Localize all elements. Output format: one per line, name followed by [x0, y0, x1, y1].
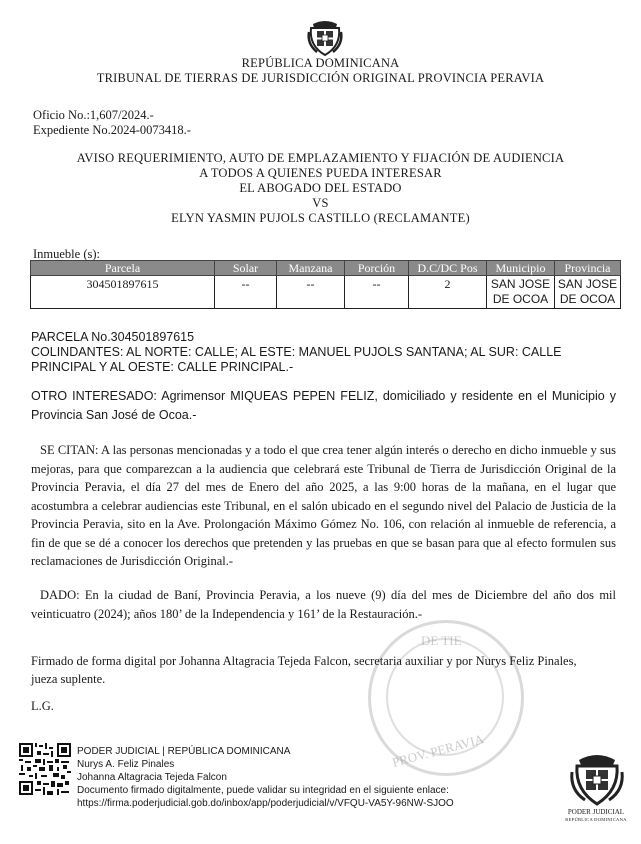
coat-of-arms-icon	[305, 18, 345, 58]
dado-paragraph: DADO: En la ciudad de Baní, Provincia Peravia, a los nueve (9) día del mes de Diciembre del año dos mil veinticuatro (2024); años 180’ de la Independencia y 161’ de la Restauración.-	[31, 588, 616, 621]
initials: L.G.	[31, 699, 54, 713]
validation-link[interactable]: https://firma.poderjudicial.gob.do/inbox/app/poderjudicial/v/VFQU-VA5Y-96NW-SJOO	[77, 798, 454, 809]
cell-parcela: 304501897615	[31, 276, 215, 309]
poder-judicial-subtitle: REPÚBLICA DOMINICANA	[565, 817, 627, 822]
cell-solar: --	[215, 276, 277, 309]
cell-municipio: SAN JOSE DE OCOA	[487, 276, 555, 309]
title-line-4: VS	[312, 196, 329, 210]
otro-interesado-paragraph: OTRO INTERESADO: Agrimensor MIQUEAS PEPEN FELIZ, domiciliado y residente en el Municipio y Provincia San José de Ocoa.-	[31, 389, 616, 422]
inmueble-table	[30, 260, 621, 309]
title-line-1: AVISO REQUERIMIENTO, AUTO DE EMPLAZAMIENTO Y FIJACIÓN DE AUDIENCIA	[76, 151, 565, 165]
poder-judicial-name: PODER JUDICIAL	[567, 808, 625, 816]
seal-top-text: DE TIE	[421, 633, 462, 648]
header-tribunal: TRIBUNAL DE TIERRAS DE JURISDICCIÓN ORIGINAL PROVINCIA PERAVIA	[96, 71, 545, 85]
column-header: Municipio	[487, 261, 555, 276]
parcela-number: PARCELA No.304501897615	[31, 330, 195, 344]
cell-dc: 2	[409, 276, 487, 309]
signature-line-3: Johanna Altagracia Tejeda Falcon	[77, 772, 227, 783]
column-header: Manzana	[277, 261, 345, 276]
se-citan-paragraph: SE CITAN: A las personas mencionadas y a todo el que crea tener algún interés o derecho en dicho inmueble y sus mejoras, para que comparezcan a la audiencia que celebrará este Tribunal de Tierra de Jurisdicción Original de la Provincia Peravia, el día 27 del mes de Enero del año 2025, a las 9:00 horas de la mañana, en el lugar que acostumbra a celebrar audiencias este Tribunal, en el salón ubicado en el segundo nivel del Palacio de Justicia de la Provincia Peravia, sito en la Ave. Prolongación Máximo Gómez No. 106, con relación al inmueble de referencia, a fin de que se dé a conocer los derechos que pretenden y las pruebas en que se basan para que al efecto formulen sus reclamaciones de Jurisdicción Original.-	[31, 443, 616, 568]
title-line-3: EL ABOGADO DEL ESTADO	[239, 181, 402, 195]
table-header-row	[31, 261, 621, 276]
signature-line-1: PODER JUDICIAL | REPÚBLICA DOMINICANA	[77, 746, 291, 757]
cell-manzana: --	[277, 276, 345, 309]
title-line-5: ELYN YASMIN PUJOLS CASTILLO (RECLAMANTE)	[171, 211, 470, 225]
cell-porcion: --	[345, 276, 409, 309]
title-line-2: A TODOS A QUIENES PUEDA INTERESAR	[199, 166, 442, 180]
digital-signature-block	[77, 745, 454, 810]
cell-provincia: SAN JOSE DE OCOA	[555, 276, 621, 309]
signature-line-2: Nurys A. Feliz Pinales	[77, 759, 175, 770]
table-row	[31, 276, 621, 309]
column-header: Provincia	[555, 261, 621, 276]
column-header: Parcela	[31, 261, 215, 276]
column-header: D.C/DC Pos	[409, 261, 487, 276]
seal-bottom-text: PROV. PERAVIA	[390, 731, 486, 770]
firmado-paragraph: Firmado de forma digital por Johanna Altagracia Tejeda Falcon, secretaria auxiliar y por Nurys Feliz Pinales, jueza suplente.	[31, 654, 577, 686]
column-header: Solar	[215, 261, 277, 276]
poder-judicial-logo-icon	[567, 752, 627, 807]
header-country: REPÚBLICA DOMINICANA	[241, 56, 400, 70]
inmueble-label: Inmueble (s):	[33, 247, 100, 261]
colindantes: COLINDANTES: AL NORTE: CALLE; AL ESTE: MANUEL PUJOLS SANTANA; AL SUR: CALLE PRINCIPAL Y AL OESTE: CALLE PRINCIPAL.-	[31, 345, 562, 374]
column-header: Porción	[345, 261, 409, 276]
expediente-number: Expediente No.2024-0073418.-	[33, 123, 191, 137]
signature-line-4: Documento firmado digitalmente, puede validar su integridad en el siguiente enlace:	[77, 785, 449, 796]
oficio-number: Oficio No.:1,607/2024.-	[33, 108, 154, 122]
qr-code-icon	[19, 743, 71, 795]
